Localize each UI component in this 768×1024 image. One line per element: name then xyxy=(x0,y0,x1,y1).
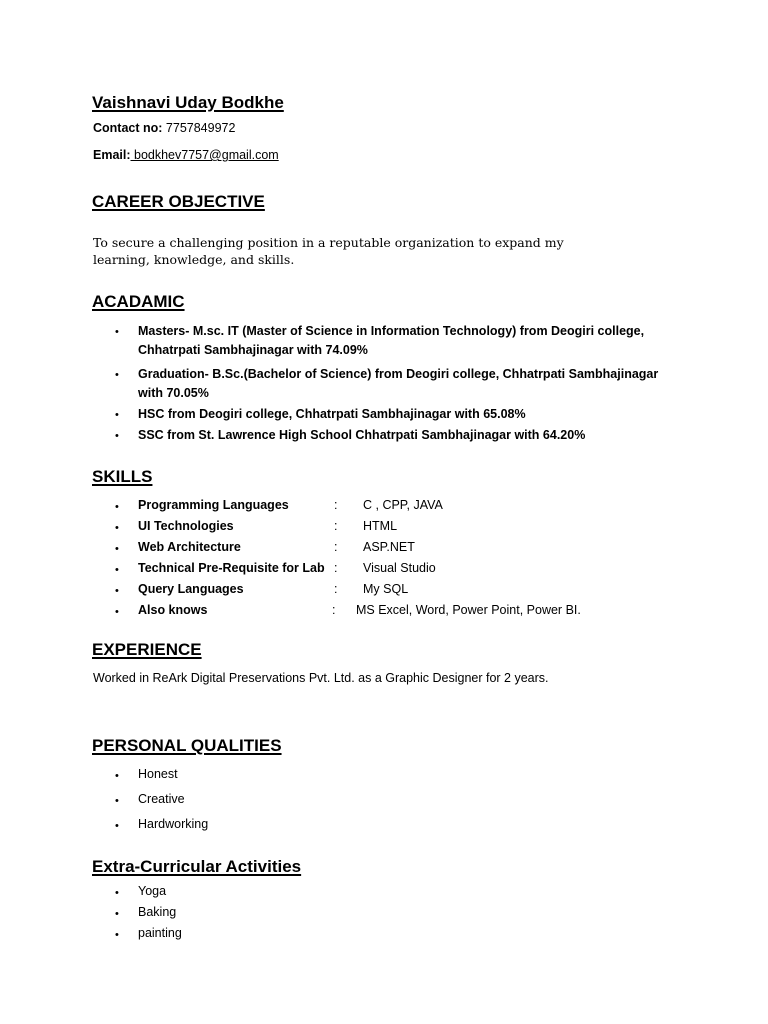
activity-item: Yoga xyxy=(138,884,167,898)
quality-item: Creative xyxy=(138,792,185,806)
personal-qualities-heading: PERSONAL QUALITIES xyxy=(92,736,282,755)
academic-item: Masters- M.sc. IT (Master of Science in Information Technology) from Deogiri college, Chhatrpati Sambhajinagar with 74.09% xyxy=(138,324,645,357)
experience-heading: EXPERIENCE xyxy=(92,640,202,659)
academic-heading: ACADAMIC xyxy=(92,292,185,311)
skill-label: Programming Languages xyxy=(138,498,289,512)
career-objective-text: To secure a challenging position in a reputable organization to expand my learning, knowledge, and skills. xyxy=(93,235,564,267)
skill-value: My SQL xyxy=(363,582,409,596)
skill-separator: : xyxy=(334,582,338,596)
bullet-icon: • xyxy=(115,369,119,381)
bullet-icon: • xyxy=(115,326,119,338)
skill-value: HTML xyxy=(363,519,398,533)
contact-line xyxy=(93,121,235,135)
bullet-icon: • xyxy=(115,929,119,941)
skill-separator: : xyxy=(334,561,338,575)
contact-label: Contact no: xyxy=(93,121,163,135)
quality-item: Hardworking xyxy=(138,817,209,831)
bullet-icon: • xyxy=(115,795,119,807)
bullet-icon: • xyxy=(115,887,119,899)
academic-item: Graduation- B.Sc.(Bachelor of Science) from Deogiri college, Chhatrpati Sambhajinagar with 70.05% xyxy=(138,367,659,400)
skill-label: Query Languages xyxy=(138,582,244,596)
activity-item: painting xyxy=(138,926,182,940)
bullet-icon: • xyxy=(115,430,119,442)
bullet-icon: • xyxy=(115,564,119,576)
skill-separator: : xyxy=(334,519,338,533)
bullet-icon: • xyxy=(115,770,119,782)
bullet-icon: • xyxy=(115,820,119,832)
skill-separator: : xyxy=(334,540,338,554)
bullet-icon: • xyxy=(115,585,119,597)
bullet-icon: • xyxy=(115,908,119,920)
quality-item: Honest xyxy=(138,767,178,781)
skill-label: Technical Pre-Requisite for Lab xyxy=(138,561,325,575)
bullet-icon: • xyxy=(115,501,119,513)
skill-value: Visual Studio xyxy=(363,561,436,575)
bullet-icon: • xyxy=(115,522,119,534)
contact-value: 7757849972 xyxy=(165,121,236,135)
experience-text: Worked in ReArk Digital Preservations Pvt. Ltd. as a Graphic Designer for 2 years. xyxy=(93,671,549,685)
activity-item: Baking xyxy=(138,905,177,919)
bullet-icon: • xyxy=(115,606,119,618)
skill-separator: : xyxy=(332,603,336,617)
career-objective-heading: CAREER OBJECTIVE xyxy=(92,192,265,211)
extra-curricular-heading: Extra-Curricular Activities xyxy=(92,857,302,876)
email-line xyxy=(93,148,279,162)
academic-item: HSC from Deogiri college, Chhatrpati Sambhajinagar with 65.08% xyxy=(138,407,526,421)
candidate-name: Vaishnavi Uday Bodkhe xyxy=(92,93,284,112)
skill-label: Web Architecture xyxy=(138,540,241,554)
email-label: Email: xyxy=(93,148,131,162)
bullet-icon: • xyxy=(115,543,119,555)
academic-item: SSC from St. Lawrence High School Chhatrpati Sambhajinagar with 64.20% xyxy=(138,428,586,442)
skill-label: UI Technologies xyxy=(138,519,234,533)
skill-value: C , CPP, JAVA xyxy=(363,498,443,512)
skill-value: ASP.NET xyxy=(363,540,415,554)
email-link[interactable]: bodkhev7757@gmail.com xyxy=(130,148,279,162)
skill-separator: : xyxy=(334,498,338,512)
skill-value: MS Excel, Word, Power Point, Power BI. xyxy=(356,603,581,617)
bullet-icon: • xyxy=(115,409,119,421)
skills-heading: SKILLS xyxy=(92,467,153,486)
skill-label: Also knows xyxy=(138,603,208,617)
